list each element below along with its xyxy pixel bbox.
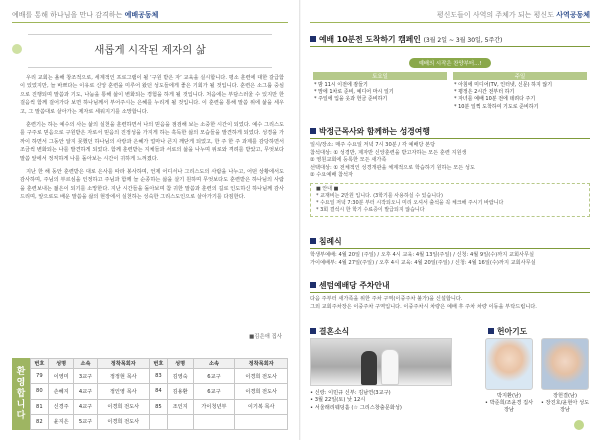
wedding-caption — [310, 390, 478, 412]
camp-slogan — [310, 50, 590, 69]
square-bullet-icon — [488, 328, 494, 334]
essay-paragraph: 우리 교회는 올해 창조적으로, 세계적인 프로그램이 될 ‘구원 받은 자’ 교육을 실시합니다. 평소 훈련에 대한 갈급함이 있었지만, 늘 바쁘다는 이유로 신앙 훈련을 미루어 왔던 성도들에게 좋은 기회가 될 것입니다. 훈련은 소그룹 중심으로 진행되며 말씀과 기도, 나눔을 통해 삶이 변화되는 경험을 하게 될 것입니다. 처음에는 부담스러울 수 있지만 한 걸음씩 함께 걸어가다 보면 하나님께서 부어주시는 은혜를 누리게 될 것입니다. 이 훈련을 통해 말씀 위에 삶을 세우고, 그 말씀대로 살아가는 제자로 세워지기를 소망합니다. — [20, 75, 284, 115]
camp-heading — [310, 34, 590, 47]
table-cell: 79 — [31, 369, 49, 384]
column-header: 소속 — [193, 359, 235, 369]
table-cell: 김영숙 — [167, 369, 193, 384]
welcome-char: 니 — [16, 399, 26, 410]
welcome-char: 합 — [16, 388, 26, 399]
list-item: * 평정은 2시간 전부터 하기 — [454, 89, 515, 96]
notice-line: * 3회 결석시 한 학기 수료증이 발급되지 않습니다 — [316, 206, 425, 213]
table-cell: 3교구 — [74, 369, 97, 384]
table-row — [31, 384, 288, 399]
table-cell: 5교구 — [74, 414, 97, 429]
camp-section — [310, 34, 590, 111]
table-cell: 83 — [150, 369, 168, 384]
left-header-strong: 예배공동체 — [124, 11, 159, 19]
baby-parents: • 장진호/윤현아 성도 장남 — [540, 400, 590, 413]
camp-sunday — [450, 72, 590, 111]
table-cell: 4교구 — [74, 384, 97, 399]
welcome-char: 영 — [16, 377, 26, 388]
table-cell: 이기복 목사 — [235, 399, 288, 414]
groom-figure — [361, 351, 377, 385]
news-area — [310, 326, 590, 434]
bible-class-section — [310, 126, 590, 217]
notice-line: ■ 안내 ■ — [316, 185, 339, 192]
table-cell: 조인지 — [167, 399, 193, 414]
camp-columns — [310, 72, 590, 111]
class-notice — [310, 183, 590, 217]
notice-line: * 교재비는 2만원 입니다. (3학기를 사용하실 수 있습니다) — [316, 192, 443, 199]
camp-dates: (3월 2일 ~ 3월 30일, 5주간) — [423, 37, 503, 44]
column-header: 성명 — [167, 359, 193, 369]
table-cell: 이경희 전도사 — [235, 384, 288, 399]
notice-line: * 수요일 저녁 7:30분 부터 시작되오니 미리 오셔서 출석을 꼭 체크해 주시기 바랍니다 — [316, 199, 504, 206]
square-bullet-icon — [310, 128, 316, 134]
baby-photo — [541, 338, 589, 390]
column-header: 번호 — [31, 359, 49, 369]
baby-card — [482, 338, 536, 414]
welcome-table — [30, 358, 288, 430]
right-page — [300, 0, 600, 440]
table-cell: 김용환 — [167, 384, 193, 399]
table-cell: 가이청년부 — [193, 399, 235, 414]
table-row — [31, 369, 288, 384]
table-cell: 신경주 — [48, 399, 74, 414]
table-header-row — [31, 359, 288, 369]
camp-title: 예배 10분전 도착하기 캠페인 — [319, 35, 421, 44]
baby-parents: • 박준희/조윤경 집사 장남 — [484, 400, 534, 413]
class-title: 박정근목사와 함께하는 성경여행 — [319, 127, 430, 136]
table-cell: 81 — [31, 399, 49, 414]
table-cell: 정인영 목사 — [97, 384, 150, 399]
list-item: * 10분 일찍 도착하여 기도로 준비하기 — [454, 103, 539, 110]
essay-paragraph: 훈련기는 하는 예수의 사는 삶의 실천을 훈련하면서 나의 믿음을 점검해 보는 소중한 시간이 되었다. 예수 그리스도를 구주로 믿음으로 구원받은 자로서 믿음의 진정성을 가지게 하는 혹독한 삶의 모습들을 발견하게 되었다. 성경을 가까이 하면서 그동안 알지 못했던 하나님의 사랑과 은혜가 얼마나 큰지 깨닫게 되었고, 한 주 한 주 과제를 감당하면서 조금씩 변화되는 나를 발견하게 되었다. 함께 훈련받는 지체들과 서로의 삶을 나누며 위로와 격려를 받았고, 무엇보다 말씀 앞에서 정직하게 나를 돌아보는 시간이 귀하게 느껴졌다. — [20, 122, 284, 162]
camp-col-head: 주일 — [453, 72, 587, 80]
parking-title: 센텀예배당 주차안내 — [319, 281, 390, 290]
baby-name: 박지환(남) — [496, 393, 522, 399]
wedding-title: 결혼소식 — [319, 327, 350, 336]
table-cell: 정정현 목사 — [97, 369, 150, 384]
wedding-photo — [310, 338, 452, 386]
list-item: * 밤 11시 이전에 잠들기 — [314, 82, 368, 88]
right-header-strong: 사역공동체 — [556, 11, 590, 19]
essay-body — [20, 74, 284, 207]
wedding-heading — [310, 326, 349, 337]
table-cell: 윤지은 — [48, 414, 74, 429]
baptism-title: 침례식 — [319, 237, 342, 246]
parking-section — [310, 280, 590, 311]
baptism-section — [310, 236, 590, 267]
square-bullet-icon — [310, 36, 316, 42]
baby-name: 장헌결(남) — [552, 393, 578, 399]
square-bullet-icon — [310, 238, 316, 244]
class-heading — [310, 126, 590, 139]
camp-col-head: 토요일 — [313, 72, 447, 80]
table-cell: 이영미 — [48, 369, 74, 384]
parking-details — [310, 296, 590, 311]
list-item: * 아침에 미디어(TV, 인터넷, 신문) 하지 않기 — [454, 82, 553, 88]
camp-pill: 예배의 시작은 찬양부터...! — [409, 58, 492, 68]
detail-line: 참석대상: ① 성경반, 제자반 신앙훈련을 받고자하는 모든 훈련 지원생 — [310, 149, 467, 156]
list-item: * 주일에 입을 옷과 헌금 준비하기 — [314, 96, 388, 103]
birth-heading — [488, 326, 527, 337]
birth-title: 헌아기도 — [497, 327, 528, 336]
table-cell — [150, 414, 168, 429]
table-cell — [167, 414, 193, 429]
left-header-prefix: 예배를 통해 하나님을 만나 감격하는 — [12, 11, 123, 19]
column-header: 성명 — [48, 359, 74, 369]
caption-line: • 3월 22일(토) 낮 12시 — [310, 397, 366, 404]
column-header: 정착목회자 — [97, 359, 150, 369]
table-row — [31, 399, 288, 414]
right-header-prefix: 평신도들이 사역의 주체가 되는 평신도 — [436, 11, 554, 19]
detail-line: 일시/장소: 매주 수요일 저녁 7시 30분 / 각 예배당 본당 — [310, 142, 436, 148]
list-item: * 맘에 1차로 준비, 예디어 마시 일기 — [314, 89, 394, 96]
table-cell: 6교구 — [193, 384, 235, 399]
table-cell: 이경희 전도사 — [97, 399, 150, 414]
table-cell: 6교구 — [193, 369, 235, 384]
baptism-heading — [310, 236, 590, 249]
table-cell: 85 — [150, 399, 168, 414]
detail-line: 선택대상: ① 전체적인 성경개관을 체계적으로 학습하기 원하는 모든 성도 — [310, 164, 475, 171]
welcome-section — [12, 358, 288, 430]
table-cell: 82 — [31, 414, 49, 429]
square-bullet-icon — [310, 328, 316, 334]
detail-line: ② 영원교회에 등록한 모든 새가족 — [310, 157, 387, 164]
essay-title: 새롭게 시작된 제자의 삶 — [28, 34, 272, 68]
detail-line: 그외 교회주차장은 이중주차 구역입니다. 이중주차시 차량은 예배 후 주차 차량 이동을 부탁드립니다. — [310, 303, 537, 310]
table-cell: 80 — [31, 384, 49, 399]
detail-line: 학생부예배: 4월 20일 (주일) / 오후 4시 교육: 4월 13일(주일) / 신청: 4월 9일(수)까지 교회사무실 — [310, 252, 535, 258]
column-header: 소속 — [74, 359, 97, 369]
bride-figure — [381, 349, 399, 385]
right-header — [310, 10, 590, 23]
wedding-block — [310, 338, 478, 412]
welcome-label — [12, 358, 30, 430]
column-header: 정착목회자 — [235, 359, 288, 369]
detail-line: 다음 주부터 새가족을 위한 주차 구역(이중주차 불가)을 신설합니다. — [310, 296, 463, 302]
square-bullet-icon — [310, 282, 316, 288]
essay-author: ■김은애 집사 — [249, 334, 282, 340]
list-item: * 자녀를 예배 10분 전에 데려다 주기 — [454, 96, 536, 103]
essay-paragraph: 지난 한 해 동안 훈련받은 대로 은사를 따라 봉사하며, 언제 어디서나 그리스도의 사람을 나누고, 어떤 상황에서도 감사하며, 주님의 부르심을 인정하고 주님과 함께 늘 순종하는 삶을 살기 원하며 무엇보다도 훈련받은 하나님의 사람을 훈련보내는 젊은이 되기를 소망한다. 지난 시간들을 돌아보며 참 귀한 말씀과 훈련의 길로 인도하신 하나님께 감사드리며, 앞으로도 배운 말씀을 삶의 현장에서 실천하는 성숙한 그리스도인으로 살아가기를 다짐한다. — [20, 169, 284, 201]
welcome-table-body — [31, 369, 288, 430]
column-header: 번호 — [150, 359, 168, 369]
caption-line: • 서울래리웨딩홀 (☆ 그리스창출문화성) — [310, 404, 402, 411]
welcome-char: 환 — [16, 366, 26, 377]
parking-heading — [310, 280, 590, 293]
baby-card — [538, 338, 592, 414]
table-cell: 84 — [150, 384, 168, 399]
left-header — [12, 10, 288, 23]
table-cell: 손혜지 — [48, 384, 74, 399]
table-cell: 이경희 전도사 — [235, 369, 288, 384]
class-details — [310, 142, 590, 180]
table-cell — [235, 414, 288, 429]
baby-photo — [485, 338, 533, 390]
caption-line: • 신랑: 이민규 신부: 김남연(3교구) — [310, 390, 391, 396]
baptism-details — [310, 252, 590, 267]
detail-line: 가이예배부: 4월 27일(주일) / 오후 4시 교육: 4월 20일(주일) / 신청: 4월 16일(수)까지 교회사무실 — [310, 259, 536, 266]
baby-caption — [538, 393, 592, 414]
table-row — [31, 414, 288, 429]
table-cell: 4교구 — [74, 399, 97, 414]
welcome-char: 다 — [16, 410, 26, 421]
table-cell — [193, 414, 235, 429]
detail-line: ② 수요예배 참석자 — [310, 172, 354, 179]
table-cell: 이경희 전도사 — [97, 414, 150, 429]
camp-saturday — [310, 72, 450, 111]
baby-caption — [482, 393, 536, 414]
leaf-icon — [574, 420, 584, 430]
